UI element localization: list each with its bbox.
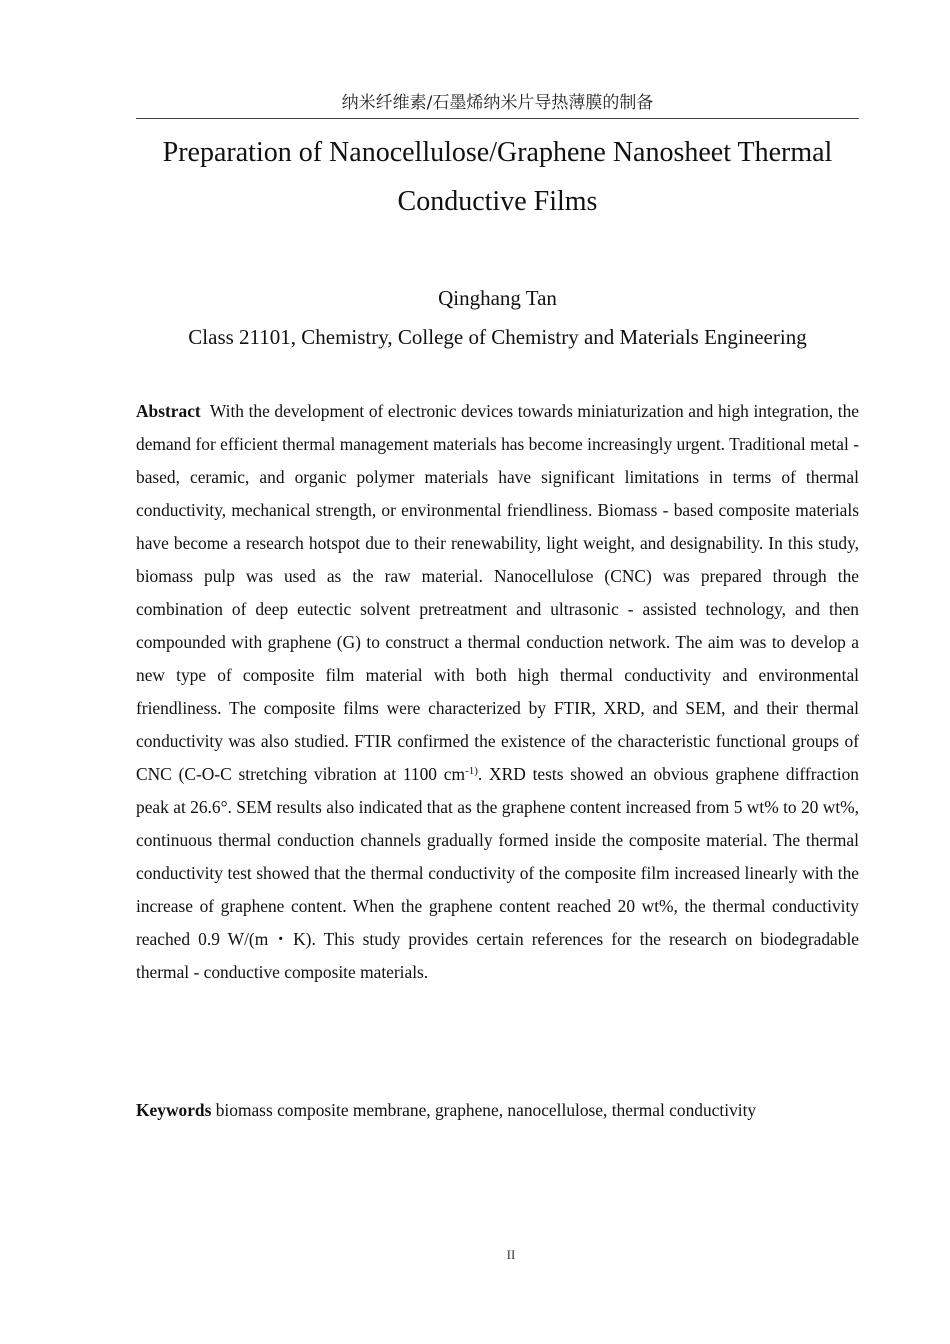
- keywords-label: Keywords: [136, 1100, 212, 1120]
- abstract-label: Abstract: [136, 401, 201, 421]
- page-number: II: [506, 1247, 516, 1262]
- keywords-text: biomass composite membrane, graphene, nanocellulose, thermal conductivity: [215, 1100, 757, 1120]
- keywords-paragraph: [136, 1094, 859, 1127]
- paper-title: Preparation of Nanocellulose/Graphene Nanosheet Thermal Conductive Films: [162, 137, 833, 217]
- abstract-text-part1: With the development of electronic devices towards miniaturization and high integration, the demand for efficient thermal management materials has become increasingly urgent. Traditional metal - based, ceramic, and organic polymer materials have significant limitations in terms of thermal conductivity, mechanical strength, or environmental friendliness. Biomass - based composite materials have become a research hotspot due to their renewability, light weight, and designability. In this study, biomass pulp was used as the raw material. Nanocellulose (CNC) was prepared through the combination of deep eutectic solvent pretreatment and ultrasonic - assisted technology, and then compounded with graphene (G) to construct a thermal conduction network. The aim was to develop a new type of composite film material with both high thermal conductivity and environmental friendliness. The composite films were characterized by FTIR, XRD, and SEM, and their thermal conductivity was also studied. FTIR confirmed the existence of the characteristic functional groups of CNC (C-O-C stretching vibration at 1100 cm: [136, 401, 859, 784]
- author-name: Qinghang Tan: [438, 286, 557, 310]
- abstract-text-part2: . XRD tests showed an obvious graphene diffraction peak at 26.6°. SEM results also indicated that as the graphene content increased from 5 wt% to 20 wt%, continuous thermal conduction channels gradually formed inside the composite material. The thermal conductivity test showed that the thermal conductivity of the composite film increased linearly with the increase of graphene content. When the graphene content reached 20 wt%, the thermal conductivity reached 0.9 W/(m・K). This study provides certain references for the research on biodegradable thermal - conductive composite materials.: [136, 764, 859, 982]
- author-affiliation: Class 21101, Chemistry, College of Chemistry and Materials Engineering: [188, 325, 807, 349]
- abstract-superscript: -1): [465, 765, 478, 777]
- running-header: 纳米纤维素/石墨烯纳米片导热薄膜的制备: [341, 93, 654, 113]
- abstract-paragraph: [136, 395, 859, 989]
- header-divider: [136, 118, 859, 119]
